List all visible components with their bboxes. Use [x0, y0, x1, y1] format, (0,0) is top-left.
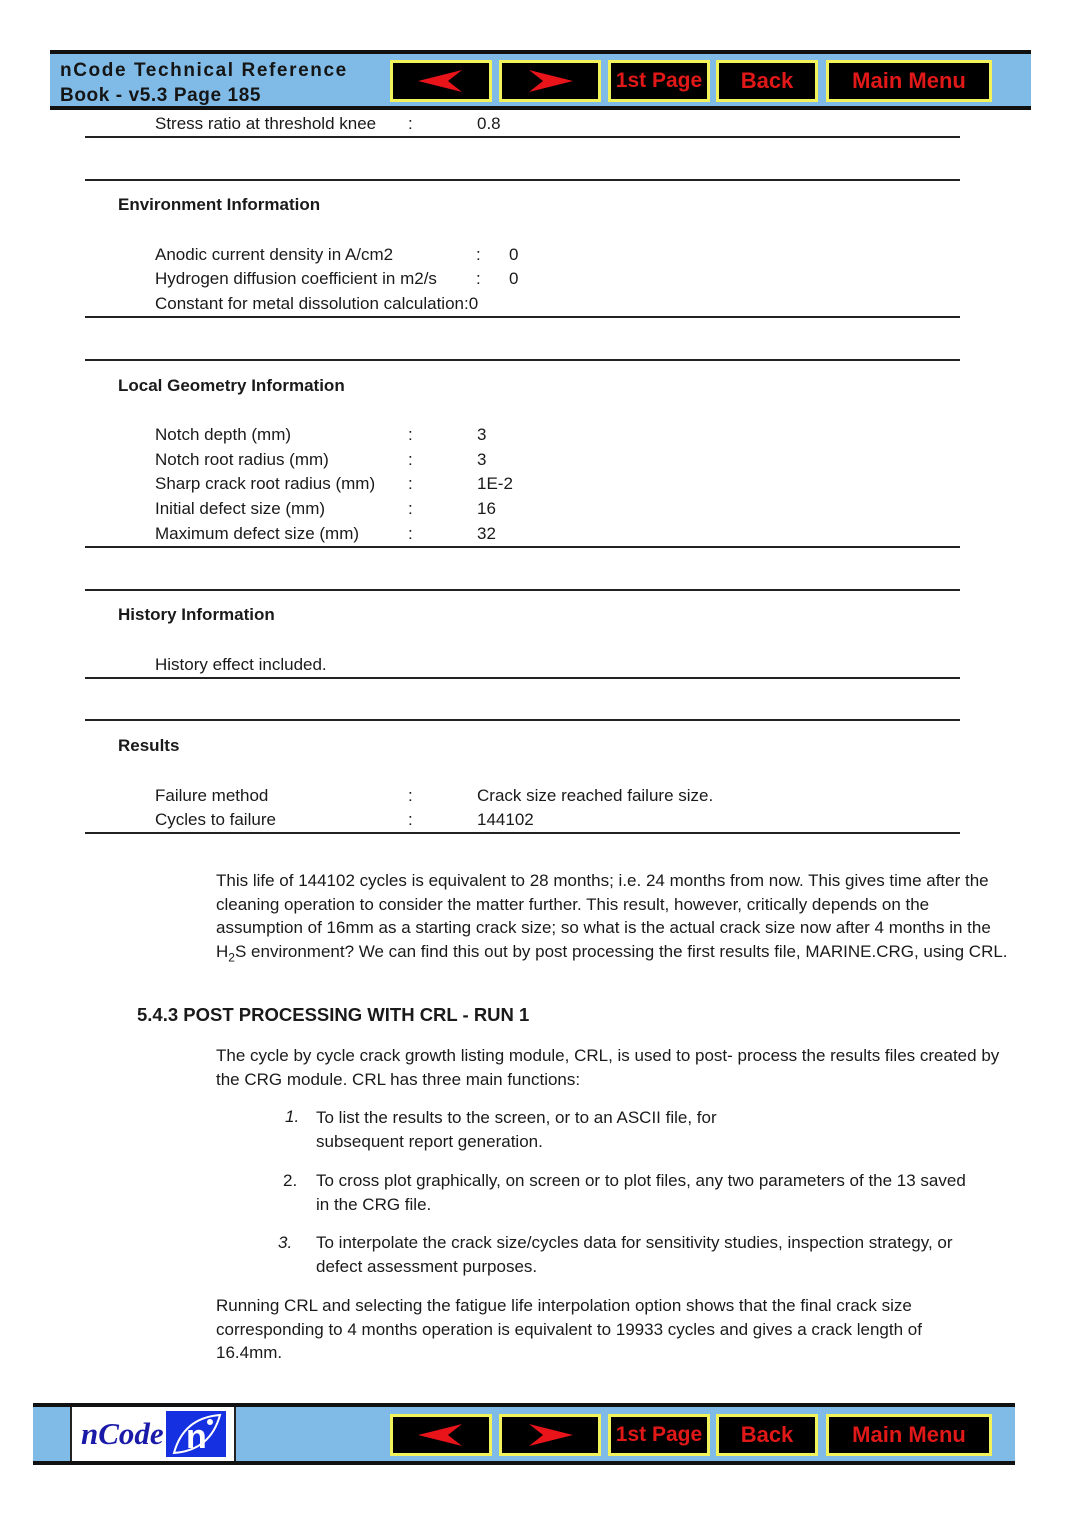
env-row-sep: :	[476, 245, 481, 264]
stress-ratio-label: Stress ratio at threshold knee	[155, 114, 377, 133]
geometry-row-value: 3	[477, 450, 487, 469]
ncode-logo-icon	[166, 1411, 226, 1457]
first-page-button[interactable]: 1st Page	[608, 60, 710, 102]
book-title-line1: nCode Technical Reference	[60, 60, 348, 81]
env-row-label: Hydrogen diffusion coefficient in m2/s	[155, 269, 437, 288]
geometry-row-label: Notch root radius (mm)	[155, 450, 329, 469]
geometry-row-value: 1E-2	[477, 474, 513, 493]
first-page-button[interactable]: 1st Page	[608, 1414, 710, 1456]
results-row-label: Failure method	[155, 786, 269, 805]
geometry-row-label: Notch depth (mm)	[155, 425, 292, 444]
top-nav-bar	[50, 50, 1031, 110]
geometry-row-sep: :	[408, 425, 413, 444]
divider	[85, 677, 960, 679]
next-page-button[interactable]	[499, 1414, 601, 1456]
geometry-row-value: 32	[477, 524, 496, 543]
list-number: 3.	[278, 1233, 293, 1252]
next-page-button[interactable]	[499, 60, 601, 102]
geometry-row-label: Initial defect size (mm)	[155, 499, 326, 518]
geometry-row-sep: :	[408, 499, 413, 518]
life-paragraph	[216, 869, 1016, 969]
results-heading: Results	[118, 736, 180, 755]
results-row-label: Cycles to failure	[155, 810, 276, 829]
main-menu-button[interactable]: Main Menu	[826, 60, 992, 102]
stress-ratio-sep: :	[408, 114, 413, 133]
subscript: 2	[228, 949, 235, 964]
logo-text: nCode	[81, 1416, 164, 1451]
geometry-row-label: Maximum defect size (mm)	[155, 524, 360, 543]
section-title: 5.4.3 POST PROCESSING WITH CRL - RUN 1	[137, 1004, 530, 1025]
crl-intro-paragraph: The cycle by cycle crack growth listing module, CRL, is used to post- process the results files created by the CRG module. CRL has three main functions:	[216, 1046, 1000, 1089]
back-button[interactable]: Back	[716, 60, 818, 102]
right-arrow-icon	[525, 68, 575, 94]
history-heading: History Information	[118, 605, 275, 624]
right-arrow-icon	[525, 1422, 575, 1448]
results-row-value: Crack size reached failure size.	[477, 786, 714, 805]
list-number: 1.	[285, 1107, 300, 1126]
env-row-value: 0	[509, 269, 519, 288]
divider	[85, 832, 960, 834]
results-row-sep: :	[408, 810, 413, 829]
list-item-text: To interpolate the crack size/cycles data for sensitivity studies, inspection strategy, or defect assessment purposes.	[316, 1233, 953, 1276]
back-button[interactable]: Back	[716, 1414, 818, 1456]
paragraph-text: This life of 144102 cycles is equivalent to 28 months; i.e. 24 months from now. This gives time after the cleaning operation to consider the matter further. This result, however, critically depends on the assumption of 16mm as a starting crack size; so what is the actual crack size now after 4 months in the H	[216, 871, 991, 961]
geometry-row-value: 3	[477, 425, 487, 444]
bottom-nav-bar	[33, 1403, 1015, 1465]
divider	[85, 719, 960, 721]
svg-text:n: n	[185, 1418, 207, 1456]
list-item-text: To list the results to the screen, or to an ASCII file, for subsequent report generation.	[316, 1108, 717, 1151]
geometry-row-sep: :	[408, 474, 413, 493]
divider	[85, 179, 960, 181]
previous-page-button[interactable]	[390, 1414, 492, 1456]
divider	[85, 589, 960, 591]
previous-page-button[interactable]	[390, 60, 492, 102]
divider	[85, 546, 960, 548]
divider	[85, 359, 960, 361]
divider	[85, 136, 960, 138]
results-row-value: 144102	[477, 810, 534, 829]
book-title	[60, 58, 348, 108]
divider	[85, 316, 960, 318]
env-row-sep: :	[476, 269, 481, 288]
paragraph-text: S environment? We can find this out by post processing the first results file, MARINE.CRG, using CRL.	[234, 941, 1008, 961]
env-row-label: Constant for metal dissolution calculation:0	[155, 294, 479, 313]
left-arrow-icon	[416, 1422, 466, 1448]
results-row-sep: :	[408, 786, 413, 805]
ncode-logo	[70, 1407, 236, 1461]
list-number: 2.	[283, 1171, 298, 1190]
book-title-line2: Book - v5.3 Page 185	[60, 85, 262, 106]
geometry-row-sep: :	[408, 450, 413, 469]
geometry-heading: Local Geometry Information	[118, 376, 345, 395]
env-row-value: 0	[509, 245, 519, 264]
interpolation-paragraph: Running CRL and selecting the fatigue life interpolation option shows that the final crack size corresponding to 4 months operation is equivalent to 19933 cycles and gives a crack length of 16.4mm.	[216, 1296, 922, 1362]
environment-heading: Environment Information	[118, 195, 321, 214]
env-row-label: Anodic current density in A/cm2	[155, 245, 394, 264]
main-menu-button[interactable]: Main Menu	[826, 1414, 992, 1456]
history-text: History effect included.	[155, 655, 327, 674]
left-arrow-icon	[416, 68, 466, 94]
list-item-text: To cross plot graphically, on screen or to plot files, any two parameters of the 13 saved in the CRG file.	[316, 1171, 966, 1214]
stress-ratio-value: 0.8	[477, 114, 501, 133]
geometry-row-sep: :	[408, 524, 413, 543]
geometry-row-label: Sharp crack root radius (mm)	[155, 474, 376, 493]
geometry-row-value: 16	[477, 499, 496, 518]
